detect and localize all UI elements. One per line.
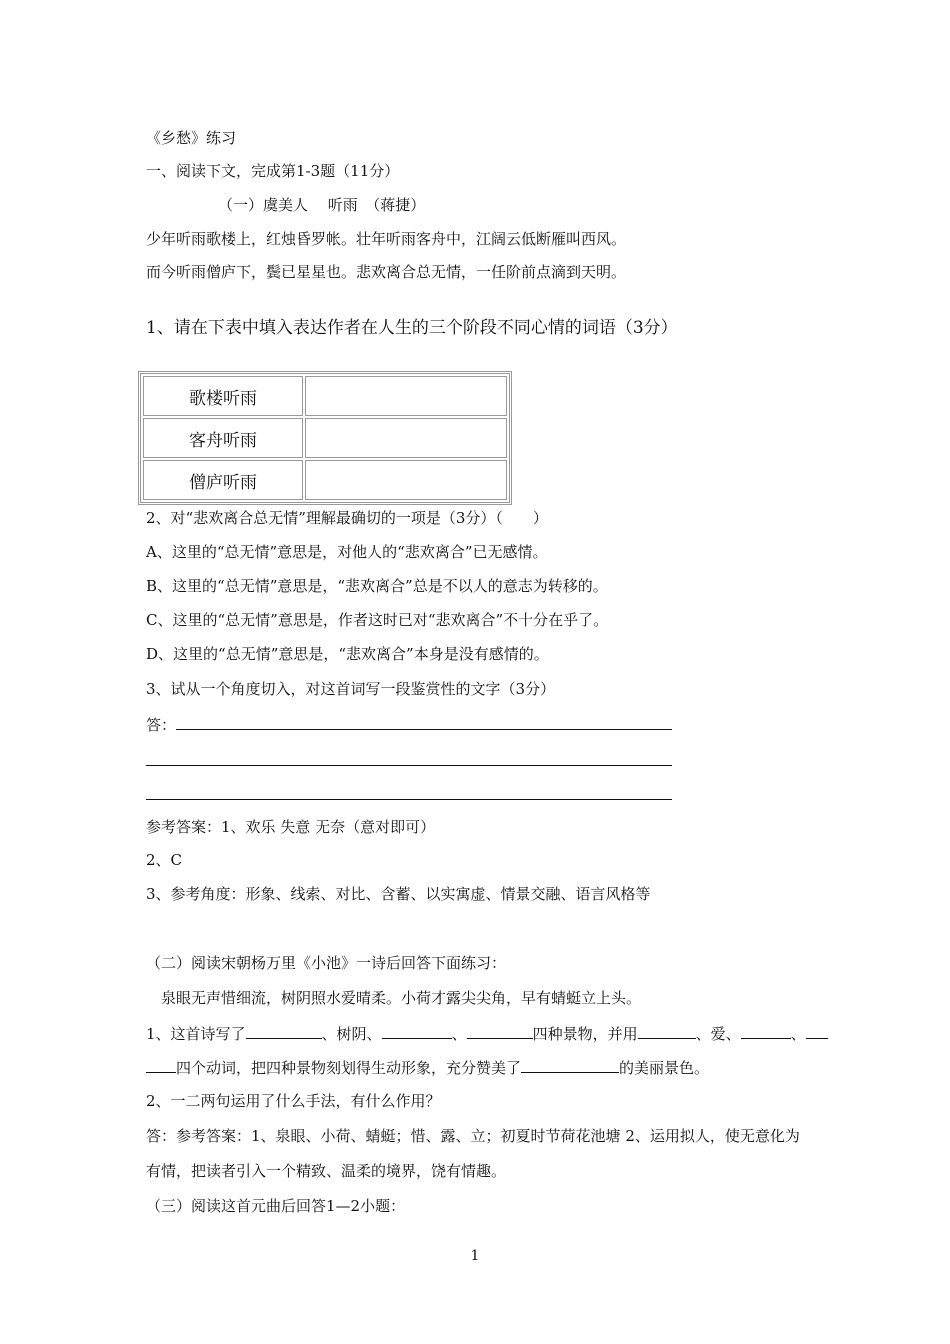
fill-blank[interactable] (146, 1056, 176, 1073)
q1-text: 、爱、 (695, 1025, 741, 1043)
answer-line-1 (146, 713, 672, 735)
mood-table (138, 371, 512, 505)
q1-text: 、 (451, 1025, 467, 1043)
section2-answer-2: 有情，把读者引入一个精致、温柔的境界，饶有情趣。 (146, 1162, 507, 1180)
section2-heading: （二）阅读宋朝杨万里《小池》一诗后回答下面练习： (146, 954, 507, 972)
page-number: 1 (470, 1248, 480, 1264)
fill-blank[interactable] (741, 1022, 791, 1039)
table-row-label: 僧庐听雨 (143, 460, 303, 500)
table-row (143, 418, 507, 458)
ref-answer-2: 2、C (146, 851, 183, 869)
table-row-label: 歌楼听雨 (143, 376, 303, 416)
section3-heading: （三）阅读这首元曲后回答1—2小题： (146, 1197, 406, 1215)
fill-blank[interactable] (521, 1056, 619, 1073)
fill-blank[interactable] (806, 1022, 828, 1039)
section2-question-1 (146, 1022, 828, 1044)
answer-blank[interactable] (146, 783, 672, 800)
q1-text: 、树阴、 (321, 1025, 382, 1043)
fill-blank[interactable] (467, 1022, 533, 1039)
q1-text: 、 (790, 1025, 806, 1043)
question-2: 2、对“悲欢离合总无情”理解最确切的一项是（3分）（ ） (146, 509, 548, 527)
table-row-answer-cell[interactable] (305, 418, 507, 458)
ref-answer-1: 参考答案：1、欢乐 失意 无奈（意对即可） (146, 818, 436, 836)
section2-answer-1: 答：参考答案：1、泉眼、小荷、蜻蜓；惜、露、立；初夏时节荷花池塘 2、运用拟人，使无意化为 (146, 1127, 800, 1145)
section2-question-1-cont (146, 1056, 709, 1078)
section2-question-2: 2、一二两句运用了什么手法，有什么作用？ (146, 1092, 441, 1110)
section2-poem: 泉眼无声惜细流，树阴照水爱晴柔。小荷才露尖尖角，早有蜻蜓立上头。 (161, 989, 642, 1007)
q1-text: 1、这首诗写了 (146, 1025, 246, 1043)
table-row (143, 376, 507, 416)
q1-text: 四个动词，把四种景物刻划得生动形象，充分赞美了 (176, 1059, 522, 1077)
option-d: D、这里的“总无情”意思是，“悲欢离合”本身是没有感情的。 (146, 645, 549, 663)
q1-text: 四种景物，并用 (532, 1025, 638, 1043)
option-a: A、这里的“总无情”意思是，对他人的“悲欢离合”已无感情。 (146, 543, 548, 561)
table-row-answer-cell[interactable] (305, 376, 507, 416)
answer-blank[interactable] (176, 713, 672, 730)
answer-blank[interactable] (146, 749, 672, 766)
fill-blank[interactable] (382, 1022, 452, 1039)
option-b: B、这里的“总无情”意思是，“悲欢离合”总是不以人的意志为转移的。 (146, 577, 608, 595)
poem-line-1: 少年听雨歌楼上，红烛昏罗帐。壮年听雨客舟中，江阔云低断雁叫西风。 (146, 230, 627, 248)
table-row (143, 460, 507, 500)
answer-line-2 (146, 749, 672, 771)
doc-title: 《乡愁》练习 (146, 129, 237, 147)
question-3: 3、试从一个角度切入，对这首词写一段鉴赏性的文字（3分） (146, 680, 556, 698)
answer-label: 答： (146, 716, 177, 734)
poem-line-2: 而今听雨僧庐下，鬓已星星也。悲欢离合总无情，一任阶前点滴到天明。 (146, 263, 627, 281)
table-row-answer-cell[interactable] (305, 460, 507, 500)
option-c: C、这里的“总无情”意思是，作者这时已对“悲欢离合”不十分在乎了。 (146, 611, 609, 629)
section1-heading: 一、阅读下文，完成第1-3题（11分） (146, 162, 400, 180)
question-1: 1、请在下表中填入表达作者在人生的三个阶段不同心情的词语（3分） (146, 318, 678, 338)
poem-title: （一）虞美人 听雨 （蒋捷） (218, 196, 426, 214)
q1-text: 的美丽景色。 (619, 1059, 710, 1077)
fill-blank[interactable] (638, 1022, 696, 1039)
answer-line-3 (146, 783, 672, 805)
fill-blank[interactable] (246, 1022, 322, 1039)
table-row-label: 客舟听雨 (143, 418, 303, 458)
ref-answer-3: 3、参考角度：形象、线索、对比、含蓄、以实寓虚、情景交融、语言风格等 (146, 885, 651, 903)
